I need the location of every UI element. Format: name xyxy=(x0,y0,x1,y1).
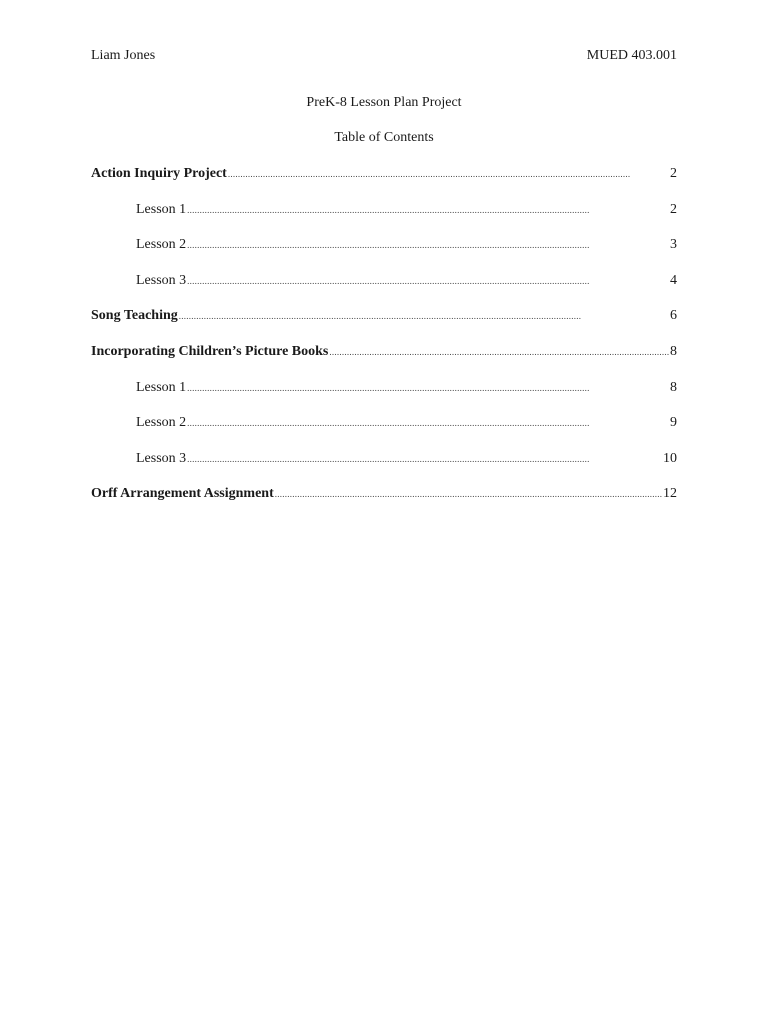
toc-entry-label: Lesson 2 xyxy=(136,237,187,253)
dot-leader xyxy=(187,272,669,290)
toc-entry-label: Lesson 1 xyxy=(136,379,187,395)
dot-leader xyxy=(179,307,669,325)
dot-leader xyxy=(275,485,662,503)
dot-leader xyxy=(187,201,669,219)
course-code: MUED 403.001 xyxy=(586,48,677,63)
toc-entry-page-number: 6 xyxy=(670,308,677,324)
toc-entry-page-number: 2 xyxy=(670,166,677,181)
dot-leader xyxy=(187,450,662,468)
toc-entry-page-number: 8 xyxy=(670,379,677,395)
toc-entry-page-number: 9 xyxy=(670,415,677,431)
toc-entry[interactable] xyxy=(91,414,677,450)
toc-entry-label: Song Teaching xyxy=(91,308,178,324)
toc-entry-page-number: 8 xyxy=(670,343,677,359)
dot-leader xyxy=(228,165,669,183)
toc-entry[interactable] xyxy=(91,201,677,237)
toc-entry-page-number: 4 xyxy=(670,272,677,288)
toc-entry[interactable] xyxy=(91,343,677,379)
toc-entry-label: Lesson 1 xyxy=(136,201,187,217)
dot-leader xyxy=(187,414,669,432)
toc-entry[interactable] xyxy=(91,236,677,272)
dot-leader xyxy=(187,379,669,397)
toc-entry-label: Incorporating Children’s Picture Books xyxy=(91,343,329,359)
document-title: PreK-8 Lesson Plan Project xyxy=(306,95,462,110)
toc-entry[interactable] xyxy=(91,272,677,308)
table-of-contents xyxy=(91,165,677,521)
toc-entry-page-number: 2 xyxy=(670,201,677,217)
toc-entry[interactable] xyxy=(91,165,677,201)
author-name: Liam Jones xyxy=(91,48,156,63)
toc-entry-label: Action Inquiry Project xyxy=(91,166,227,181)
dot-leader xyxy=(329,343,669,361)
toc-entry-page-number: 3 xyxy=(670,237,677,253)
toc-entry-label: Orff Arrangement Assignment xyxy=(91,486,274,502)
toc-entry-label: Lesson 3 xyxy=(136,450,187,466)
toc-entry[interactable] xyxy=(91,485,677,521)
toc-entry[interactable] xyxy=(91,379,677,415)
toc-entry[interactable] xyxy=(91,307,677,343)
toc-entry-label: Lesson 2 xyxy=(136,415,187,431)
toc-entry-label: Lesson 3 xyxy=(136,272,187,288)
dot-leader xyxy=(187,236,669,254)
toc-heading: Table of Contents xyxy=(334,130,434,145)
toc-entry[interactable] xyxy=(91,450,677,486)
toc-entry-page-number: 10 xyxy=(663,450,677,466)
page-header xyxy=(91,47,677,65)
toc-entry-page-number: 12 xyxy=(663,486,677,502)
